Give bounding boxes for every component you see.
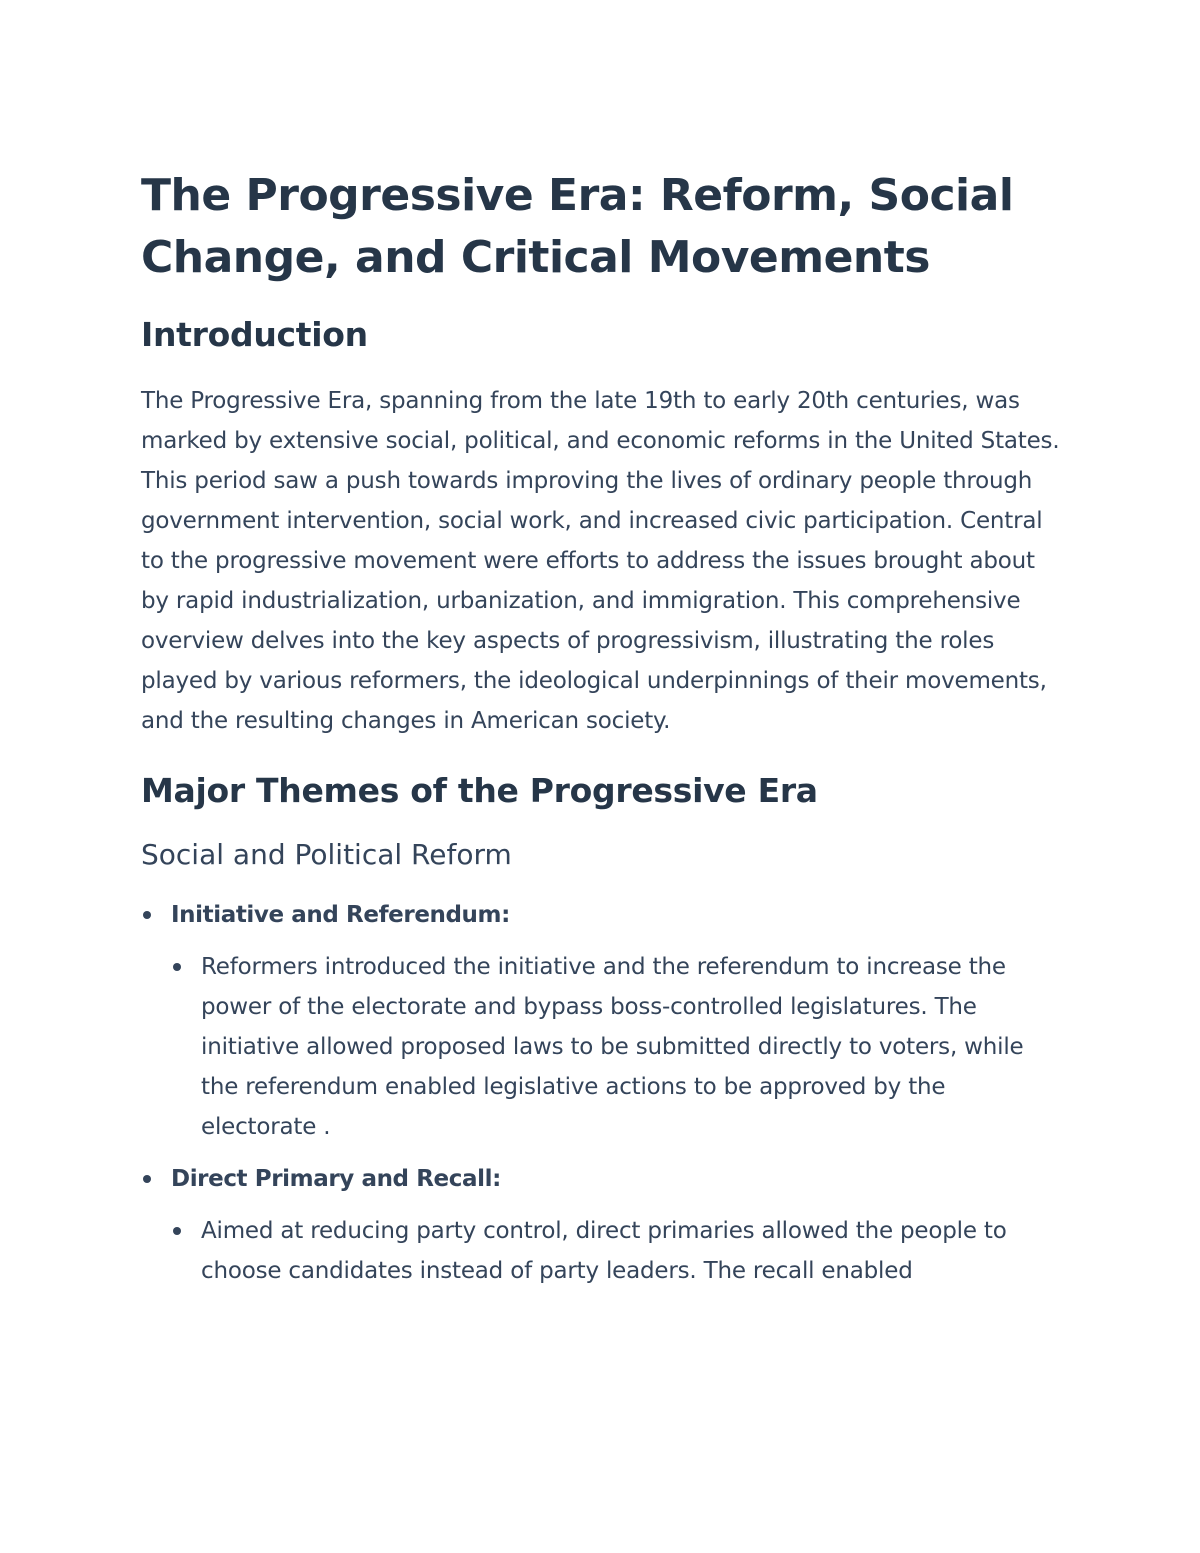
bullet-icon [143, 911, 151, 919]
bullet-icon [143, 1175, 151, 1183]
sub-list-item [171, 1211, 1061, 1291]
sub-list-item [171, 947, 1061, 1147]
sub-list [171, 1211, 1061, 1291]
introduction-heading: Introduction [141, 315, 368, 354]
list-item [141, 1159, 1061, 1291]
social-political-reform-subheading: Social and Political Reform [141, 838, 512, 871]
list-item-label: Initiative and Referendum: [171, 902, 510, 928]
sub-list [171, 947, 1061, 1147]
bullet-icon [173, 963, 181, 971]
introduction-paragraph: The Progressive Era, spanning from the late 19th to early 20th centuries, was marked by extensive social, political, and economic reforms in the United States. This period saw a push towards improving the lives of ordinary people through government intervention, social work, and increased civic participation. Central to the progressive movement were efforts to address the issues brought about by rapid industrialization, urbanization, and immigration. This comprehensive overview delves into the key aspects of progressivism, illustrating the roles played by various reformers, the ideological underpinnings of their movements, and the resulting changes in American society. [141, 388, 1060, 734]
list-item-label: Direct Primary and Recall: [171, 1166, 501, 1192]
major-themes-heading: Major Themes of the Progressive Era [141, 771, 818, 810]
document-page [141, 165, 1061, 1291]
document-title: The Progressive Era: Reform, Social Change, and Critical Movements [141, 170, 1014, 283]
sub-list-item-text: Reformers introduced the initiative and the referendum to increase the power of the electorate and bypass boss-controlled legislatures. The initiative allowed proposed laws to be submitted directly to voters, while the referendum enabled legislative actions to be approved by the electorate . [201, 954, 1024, 1140]
list-item [141, 895, 1061, 1147]
bullet-icon [173, 1227, 181, 1235]
sub-list-item-text: Aimed at reducing party control, direct primaries allowed the people to choose candidates instead of party leaders. The recall enabled [201, 1218, 1007, 1284]
reform-list [141, 895, 1061, 1291]
